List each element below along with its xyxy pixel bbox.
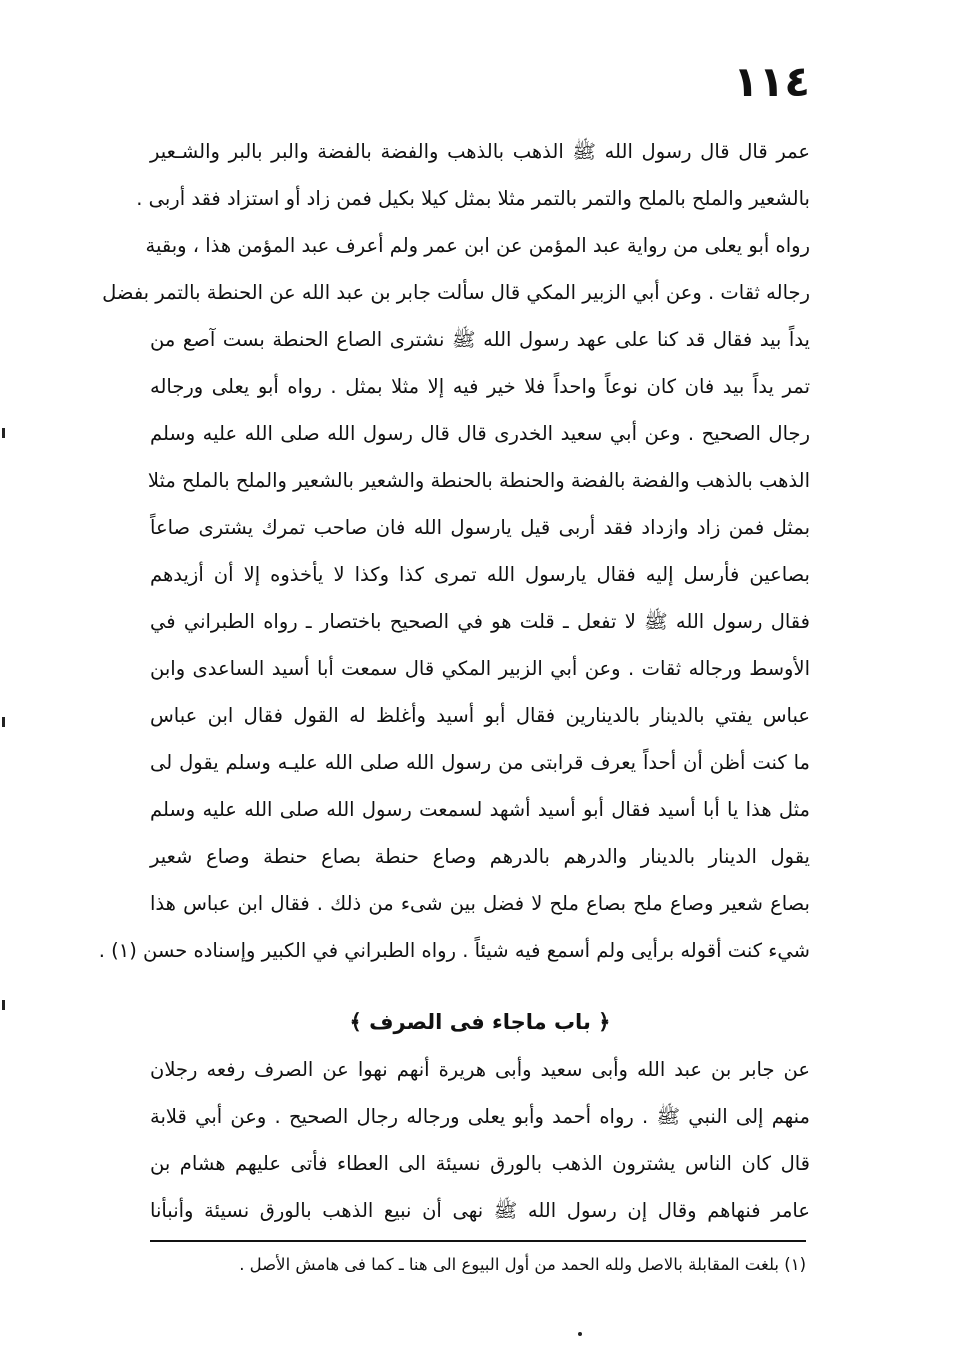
- text-line: تمر يداً بيد فان كان نوعاً واحداً فلا خير فيه إلا مثلا بمثل . رواه أبو يعلى ورجاله: [150, 375, 810, 398]
- text-line: بالشعير والملح بالملح والتمر بالتمر مثلا بمثل كيلا بكيل فمن زاد أو استزاد فقد أربى .: [136, 187, 810, 210]
- text-line: رجال الصحيح . وعن أبي سعيد الخدرى قال قال رسول الله صلى الله عليه وسلم: [150, 422, 810, 445]
- chapter-heading: ﴿ باب ماجاء فى الصرف ﴾: [349, 1010, 611, 1034]
- text-line: عن جابر بن عبد الله وأبى سعيد وأبى هريرة أنهم نهوا عن الصرف رفعه رجلان: [150, 1058, 810, 1081]
- second-paragraph: [150, 1046, 810, 1234]
- text-line: عمر قال قال رسول الله ﷺ الذهب بالذهب والفضة بالفضة والبر بالبر والشـعير: [150, 140, 810, 163]
- text-line: بمثل فمن زاد وازداد فقد أربى قيل يارسول الله فان صاحب تمرك يشترى صاعاً: [150, 516, 810, 539]
- text-line: فقال رسول الله ﷺ لا تفعل ـ قلت هو في الصحيح باختصار ـ رواه الطبراني في: [150, 610, 810, 633]
- text-line: يداً بيد فقال قد كنا على عهد رسول الله ﷺ نشترى الصاع الحنطة بست آصع من: [150, 328, 810, 351]
- text-line: رجاله ثقات . وعن أبي الزبير المكي قال سألت جابر بن عبد الله عن الحنطة بالتمر بفضل: [102, 281, 810, 304]
- text-line: عامر فنهاهم وقال إن رسول الله ﷺ نهى أن نبيع الذهب بالورق نسيئة وأنبأنا: [150, 1199, 810, 1222]
- text-line: ما كنت أظن أن أحداً يعرف قرابتى من رسول الله صلى الله عليـه وسلم يقول لى: [150, 751, 810, 774]
- text-line: الذهب بالذهب والفضة بالفضة والحنطة بالحنطة والشعير بالشعير والملح بالملح مثلا: [147, 469, 810, 492]
- text-line: شيء كنت أقوله برأيى ولم أسمع فيه شيئاً . رواه الطبراني في الكبير وإسناده حسن (١) .: [98, 939, 810, 962]
- text-line: الأوسط ورجاله ثقات . وعن أبي الزبير المكي قال سمعت أبا أسيد الساعدى وابن: [150, 657, 810, 680]
- main-paragraph: [98, 128, 810, 974]
- page-number: ١١٤: [733, 57, 810, 106]
- text-line: يقول الدينار بالدينار والدرهم بالدرهم وصاع حنطة بصاع حنطة وصاع شعير: [150, 845, 810, 868]
- footnote: (١) بلغت المقابلة بالاصل ولله الحمد من أول البيوع الى هنا ـ كما فى هامش الأصل .: [239, 1255, 806, 1274]
- text-line: رواه أبو يعلى من رواية عبد المؤمن عن ابن عمر ولم أعرف عبد المؤمن هذا ، وبقية: [145, 234, 810, 257]
- footnote-divider: [150, 1240, 806, 1242]
- scan-edge-mark: [2, 717, 5, 727]
- scan-edge-mark: [2, 428, 5, 438]
- text-line: عباس يفتي بالدينار بالدينارين فقال أبو أسيد وأغلظ له القول فقال ابن عباس: [150, 704, 810, 727]
- text-line: مثل هذا يا أبا أسيد فقال أبو أسيد أشهد لسمعت رسول الله صلى الله عليه وسلم: [150, 798, 810, 821]
- text-line: بصاع شعير وصاع ملح بصاع ملح لا فضل بين شىء من ذلك . فقال ابن عباس هذا: [150, 892, 810, 915]
- scan-edge-mark: [2, 1000, 5, 1010]
- text-line: بصاعين فأرسل إليه فقال يارسول الله تمرى كذا وكذا لا يأخذوه إلا أن أزيدهم: [150, 563, 810, 586]
- text-line: منهم إلى النبي ﷺ . رواه أحمد وأبو يعلى ورجاله رجال الصحيح . وعن أبي قلابة: [150, 1105, 810, 1128]
- scan-dust-mark: [578, 1332, 582, 1336]
- text-line: قال كان الناس يشترون الذهب بالورق نسيئة الى العطاء فأتى عليهم هشام بن: [150, 1152, 810, 1175]
